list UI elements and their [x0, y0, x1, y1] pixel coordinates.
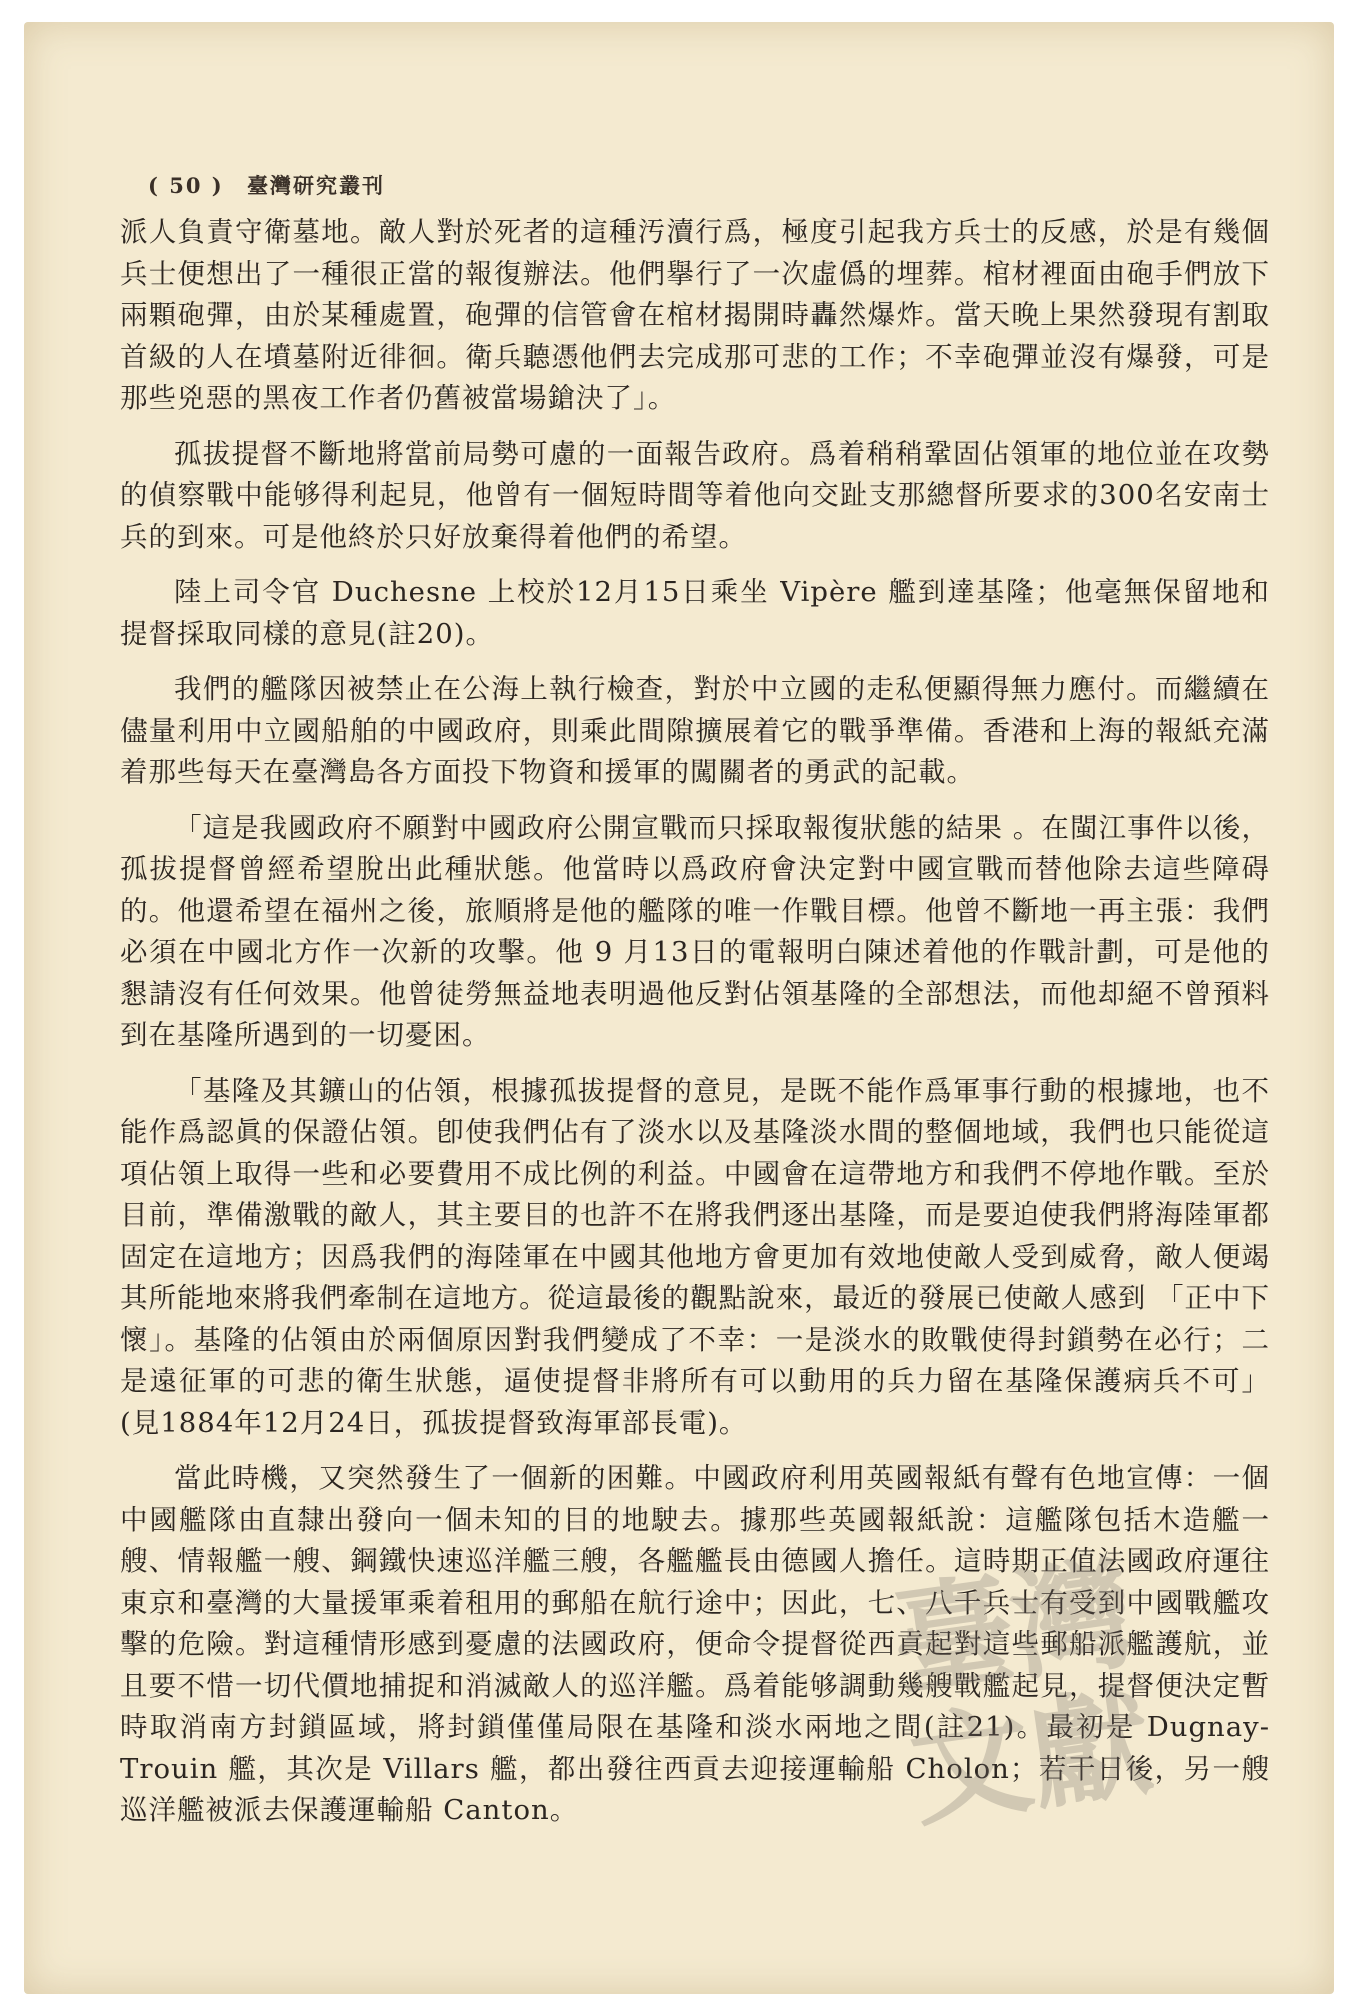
watermark-line: 文獻 [902, 1673, 1160, 1845]
running-header [148, 170, 385, 200]
paragraph: 「這是我國政府不願對中國政府公開宣戰而只採取報復狀態的結果 。在閩江事件以後，孤拔提督曾經希望脫出此種狀態。他當時以爲政府會決定對中國宣戰而替他除去這些障碍的。他還希望在福州之後，旅順將是他的艦隊的唯一作戰目標。他曾不斷地一再主張：我們必須在中國北方作一次新的攻擊。他 9 月13日的電報明白陳述着他的作戰計劃，可是他的懇請沒有任何效果。他曾徒勞無益地表明過他反對佔領基隆的全部想法，而他却絕不曾預料到在基隆所遇到的一切憂困。 [120, 811, 1270, 1051]
paragraph: 孤拔提督不斷地將當前局勢可慮的一面報告政府。爲着稍稍鞏固佔領軍的地位並在攻勢的偵察戰中能够得利起見，他曾有一個短時間等着他向交趾支那總督所要求的300名安南士兵的到來。可是他終於只好放棄得着他們的希望。 [120, 437, 1270, 553]
scanned-page [24, 22, 1334, 1994]
paragraph: 陸上司令官 Duchesne 上校於12月15日乘坐 Vipère 艦到達基隆；他毫無保留地和提督採取同樣的意見(註20)。 [120, 576, 1270, 650]
paragraph: 當此時機，又突然發生了一個新的困難。中國政府利用英國報紙有聲有色地宣傳：一個中國艦隊由直隸出發向一個未知的目的地駛去。據那些英國報紙說：這艦隊包括木造艦一艘、情報艦一艘、鋼鐵快速巡洋艦三艘，各艦艦長由德國人擔任。這時期正值法國政府運往東京和臺灣的大量援軍乘着租用的郵船在航行途中；因此，七、八千兵士有受到中國戰艦攻擊的危險。對這種情形感到憂慮的法國政府，便命令提督從西貢起對這些郵船派艦護航，並且要不惜一切代價地捕捉和消滅敵人的巡洋艦。爲着能够調動幾艘戰艦起見，提督便決定暫時取消南方封鎖區域，將封鎖僅僅局限在基隆和淡水兩地之間(註21)。最初是 Dugnay-Trouin 艦，其次是 Villars 艦，都出發往西貢去迎接運輸船 Cholon；若干日後，另一艘巡洋艦被派去保護運輸船 Canton。 [120, 1462, 1270, 1826]
paragraph: 派人負責守衛墓地。敵人對於死者的這種汚瀆行爲，極度引起我方兵士的反感，於是有幾個兵士便想出了一種很正當的報復辦法。他們擧行了一次虛僞的埋葬。棺材裡面由砲手們放下兩顆砲彈，由於某種處置，砲彈的信管會在棺材揭開時轟然爆炸。當天晚上果然發現有割取首級的人在墳墓附近徘徊。衛兵聽憑他們去完成那可悲的工作；不幸砲彈並沒有爆發，可是那些兇惡的黑夜工作者仍舊被當場鎗決了」。 [120, 216, 1270, 414]
page-number: ( 50 ) [148, 173, 224, 198]
paragraph: 我們的艦隊因被禁止在公海上執行檢查，對於中立國的走私便顯得無力應付。而繼續在儘量利用中立國船舶的中國政府，則乘此間隙擴展着它的戰爭準備。香港和上海的報紙充滿着那些每天在臺灣島各方面投下物資和援軍的闖關者的勇武的記載。 [120, 673, 1270, 788]
journal-title: 臺灣研究叢刊 [247, 173, 386, 198]
body-text [120, 212, 1270, 1846]
paragraph: 「基隆及其鑛山的佔領，根據孤拔提督的意見，是既不能作爲軍事行動的根據地，也不能作爲認眞的保證佔領。卽使我們佔有了淡水以及基隆淡水間的整個地域，我們也只能從這項佔領上取得一些和必要費用不成比例的利益。中國會在這帶地方和我們不停地作戰。至於目前，準備激戰的敵人，其主要目的也許不在將我們逐出基隆，而是要迫使我們將海陸軍都固定在這地方；因爲我們的海陸軍在中國其他地方會更加有效地使敵人受到威脅，敵人便竭其所能地來將我們牽制在這地方。從這最後的觀點說來，最近的發展已使敵人感到 「正中下懷」。基隆的佔領由於兩個原因對我們變成了不幸：一是淡水的敗戰使得封鎖勢在必行；二是遠征軍的可悲的衛生狀態，逼使提督非將所有可以動用的兵力留在基隆保護病兵不可」(見1884年12月24日，孤拔提督致海軍部長電)。 [120, 1074, 1270, 1439]
watermark-line: 臺灣 [884, 1544, 1142, 1716]
